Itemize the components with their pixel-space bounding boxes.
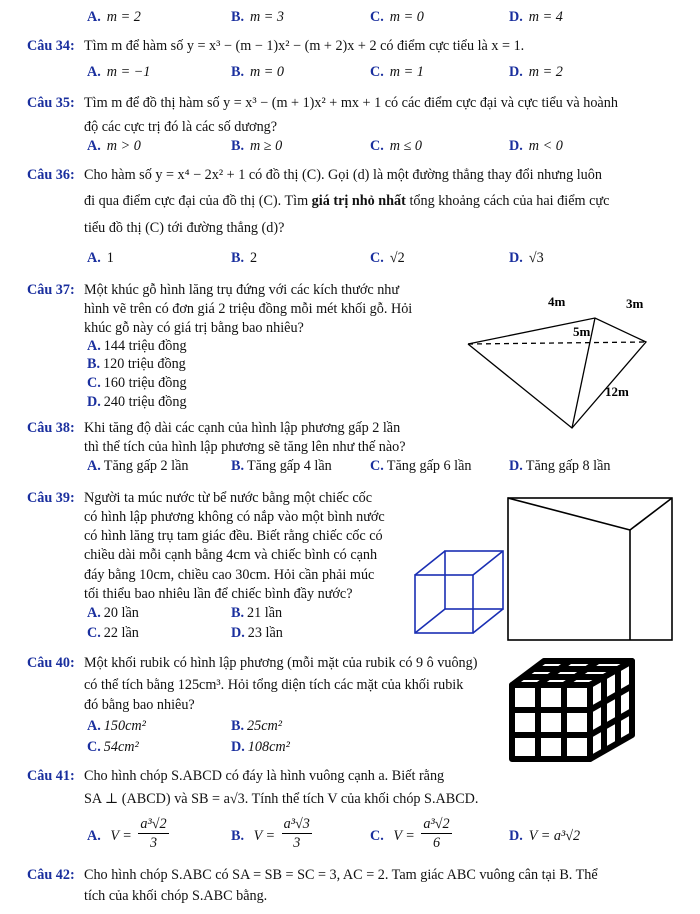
q36-option-a[interactable]: A. 1 (87, 250, 114, 266)
prev-option-a[interactable]: A. m = 2 (87, 9, 141, 25)
question-37-number: Câu 37: (27, 282, 75, 298)
question-39-line4: chiều dài mỗi cạnh bằng 4cm và chiếc bình có cạnh (84, 547, 378, 563)
q38-option-d[interactable]: D. Tăng gấp 8 lần (509, 458, 611, 474)
q36-option-d[interactable]: D. √3 (509, 250, 544, 266)
q38-option-b[interactable]: B. Tăng gấp 4 lần (231, 458, 332, 474)
question-37-line1: Một khúc gỗ hình lăng trụ đứng với các kích thước như (84, 282, 400, 298)
q39-option-d[interactable]: D. 23 lần (231, 625, 283, 641)
q36-option-b[interactable]: B. 2 (231, 250, 258, 266)
question-39-line2: có hình lập phương không có nắp vào một bình nước (84, 509, 385, 525)
prev-option-b[interactable]: B. m = 3 (231, 9, 285, 25)
q35-option-b[interactable]: B. m ≥ 0 (231, 138, 283, 154)
prev-option-d[interactable]: D. m = 4 (509, 9, 563, 25)
prism-label-4m: 4m (548, 294, 566, 309)
question-40-line3: đó bằng bao nhiêu? (84, 697, 195, 713)
question-42-line1: Cho hình chóp S.ABC có SA = SB = SC = 3, AC = 2. Tam giác ABC vuông cân tại B. Thể (84, 867, 598, 883)
question-34-text: Tìm m để hàm số y = x³ − (m − 1)x² − (m + 2)x + 2 có điểm cực tiểu là x = 1. (84, 38, 525, 54)
q40-option-a[interactable]: A. 150cm² (87, 718, 146, 734)
prism-vessel-figure (500, 492, 680, 652)
q40-option-c[interactable]: C. 54cm² (87, 739, 139, 755)
prism-label-12m: 12m (605, 384, 629, 399)
q39-option-b[interactable]: B. 21 lần (231, 605, 283, 621)
q39-option-c[interactable]: C. 22 lần (87, 625, 139, 641)
question-34-number: Câu 34: (27, 38, 75, 54)
question-37-line3: khúc gỗ này có giá trị bằng bao nhiêu? (84, 320, 304, 336)
q41-option-a[interactable]: A. V = $\frac{\text{a³√2}}{3}$ (87, 816, 167, 851)
cube-cup-figure (412, 545, 512, 645)
q36-option-c[interactable]: C. √2 (370, 250, 405, 266)
prism-label-5m: 5m (573, 324, 591, 339)
question-38-line1: Khi tăng độ dài các cạnh của hình lập phương gấp 2 lần (84, 420, 401, 436)
question-39-number: Câu 39: (27, 490, 75, 506)
question-38-line2: thì thể tích của hình lập phương sẽ tăng lên như thế nào? (84, 439, 406, 455)
q34-option-a[interactable]: A. m = −1 (87, 64, 151, 80)
q35-option-a[interactable]: A. m > 0 (87, 138, 141, 154)
question-39-line1: Người ta múc nước từ bể nước bằng một chiếc cốc (84, 490, 373, 506)
prev-option-c[interactable]: C. m = 0 (370, 9, 424, 25)
question-36-line2: đi qua điểm cực đại của đồ thị (C). Tìm giá trị nhỏ nhất tổng khoảng cách của hai điểm cực (84, 193, 610, 209)
q37-option-b[interactable]: B. 120 triệu đồng (87, 356, 186, 372)
question-41-line1: Cho hình chóp S.ABCD có đáy là hình vuông cạnh a. Biết rằng (84, 768, 445, 784)
q37-option-d[interactable]: D. 240 triệu đồng (87, 394, 187, 410)
q41-option-c[interactable]: C. V = $\frac{\text{a³√2}}{6}$ (370, 816, 450, 851)
q34-option-d[interactable]: D. m = 2 (509, 64, 563, 80)
question-38-number: Câu 38: (27, 420, 75, 436)
question-42-number: Câu 42: (27, 867, 75, 883)
q38-option-a[interactable]: A. Tăng gấp 2 lần (87, 458, 189, 474)
question-39-line3: có hình lăng trụ tam giác đều. Biết rằng chiếc cốc có (84, 528, 383, 544)
question-39-line6: tối thiểu bao nhiêu lần để chiếc bình đầy nước? (84, 586, 353, 602)
q37-option-c[interactable]: C. 160 triệu đồng (87, 375, 187, 391)
q35-option-c[interactable]: C. m ≤ 0 (370, 138, 423, 154)
q38-option-c[interactable]: C. Tăng gấp 6 lần (370, 458, 472, 474)
question-36-line1: Cho hàm số y = x⁴ − 2x² + 1 có đồ thị (C). Gọi (d) là một đường thẳng thay đổi nhưng luôn (84, 167, 602, 183)
q37-option-a[interactable]: A. 144 triệu đồng (87, 338, 187, 354)
question-40-line1: Một khối rubik có hình lập phương (mỗi mặt của rubik có 9 ô vuông) (84, 655, 478, 671)
question-41-number: Câu 41: (27, 768, 75, 784)
q39-option-a[interactable]: A. 20 lần (87, 605, 139, 621)
rubik-cube-figure (508, 655, 648, 765)
q41-option-d[interactable]: D. V = a³√2 (509, 828, 581, 844)
question-37-line2: hình vẽ trên có đơn giá 2 triệu đồng mỗi mét khối gỗ. Hỏi (84, 301, 413, 317)
q34-option-b[interactable]: B. m = 0 (231, 64, 285, 80)
q40-option-d[interactable]: D. 108cm² (231, 739, 290, 755)
question-40-number: Câu 40: (27, 655, 75, 671)
prism-figure (440, 290, 660, 430)
q41-option-b[interactable]: B. V = $\frac{\text{a³√3}}{3}$ (231, 816, 310, 851)
question-35-line2: độ các cực trị đó là các số dương? (84, 119, 278, 135)
question-36-line3: tiểu đồ thị (C) tới đường thẳng (d)? (84, 220, 285, 236)
question-39-line5: đáy bằng 10cm, chiều cao 30cm. Hỏi cần phải múc (84, 567, 375, 583)
prism-label-3m: 3m (626, 296, 644, 311)
question-36-number: Câu 36: (27, 167, 75, 183)
question-42-line2: tích của khối chóp S.ABC bằng. (84, 888, 268, 904)
q35-option-d[interactable]: D. m < 0 (509, 138, 563, 154)
question-40-line2: có thể tích bằng 125cm³. Hỏi tổng diện tích các mặt của khối rubik (84, 677, 464, 693)
q40-option-b[interactable]: B. 25cm² (231, 718, 282, 734)
question-35-line1: Tìm m để đồ thị hàm số y = x³ − (m + 1)x² + mx + 1 có các điểm cực đại và cực tiểu và hoành (84, 95, 618, 111)
q34-option-c[interactable]: C. m = 1 (370, 64, 424, 80)
question-41-line2: SA ⊥ (ABCD) và SB = a√3. Tính thể tích V của khối chóp S.ABCD. (84, 791, 479, 807)
question-35-number: Câu 35: (27, 95, 75, 111)
